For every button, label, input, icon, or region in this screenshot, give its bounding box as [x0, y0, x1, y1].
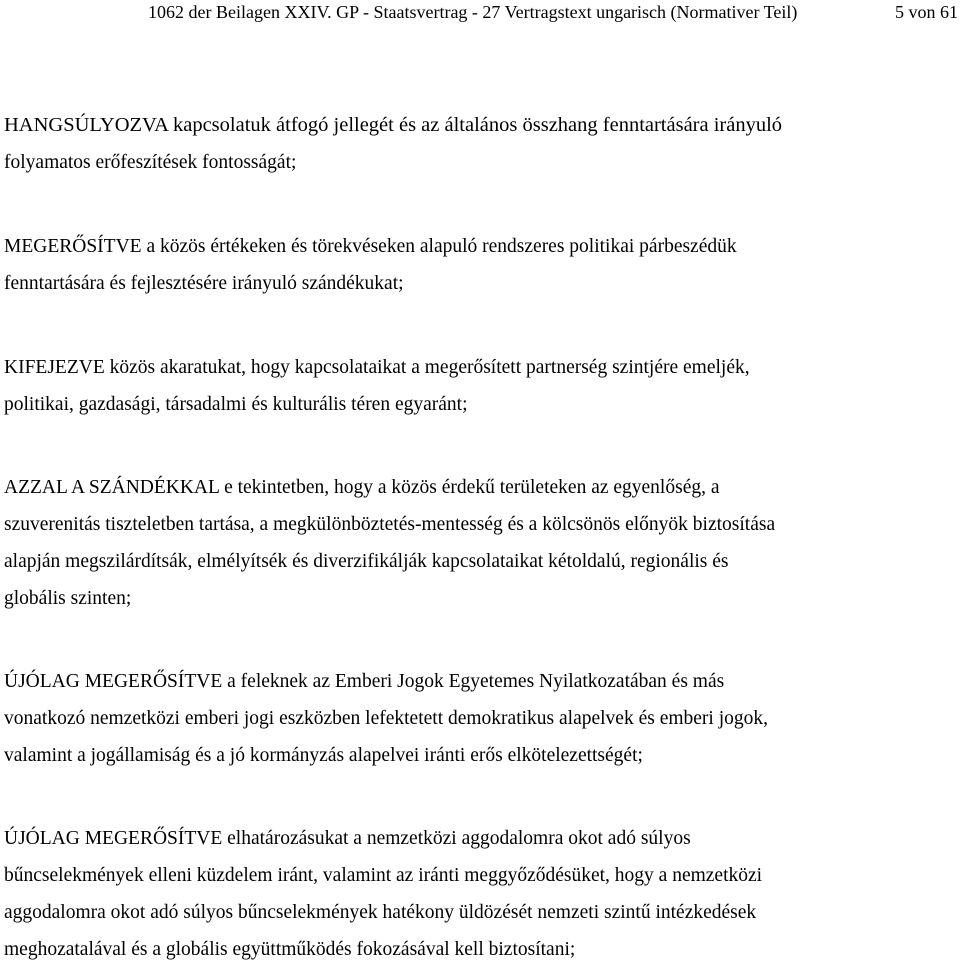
- paragraph-line: aggodalomra okot adó súlyos bűncselekmények hatékony üldözését nemzeti szintű intézkedések: [4, 902, 757, 923]
- paragraph-line: AZZAL A SZÁNDÉKKAL e tekintetben, hogy a közös érdekű területeken az egyenlőség, a: [4, 477, 720, 498]
- paragraph-hangsulyozva: [4, 107, 958, 181]
- document-body: [4, 107, 958, 968]
- paragraph-ujolag-megerositve-buncselekmenyek: [4, 820, 958, 968]
- paragraph-kifejezve: [4, 349, 958, 423]
- paragraph-line: ÚJÓLAG MEGERŐSÍTVE a feleknek az Emberi Jogok Egyetemes Nyilatkozatában és más: [4, 671, 725, 692]
- paragraph-line: politikai, gazdasági, társadalmi és kulturális téren egyaránt;: [4, 394, 468, 415]
- paragraph-line: alapján megszilárdítsák, elmélyítsék és diverzifikálják kapcsolataikat kétoldalú, regionális és: [4, 551, 729, 572]
- paragraph-line: vonatkozó nemzetközi emberi jogi eszközben lefektetett demokratikus alapelvek és emberi jogok,: [4, 708, 769, 729]
- paragraph-line: valamint a jogállamiság és a jó kormányzás alapelvei iránti erős elkötelezettségét;: [4, 745, 643, 766]
- paragraph-line: bűncselekmények elleni küzdelem iránt, valamint az iránti meggyőződésüket, hogy a nemzetközi: [4, 865, 763, 886]
- paragraph-azzal-a-szandekkal: [4, 469, 958, 617]
- page-header: [0, 0, 960, 40]
- paragraph-megerositve: [4, 228, 958, 302]
- paragraph-line: szuverenitás tiszteletben tartása, a megkülönböztetés-mentesség és a kölcsönös előnyök biztosítása: [4, 514, 776, 535]
- paragraph-line: MEGERŐSÍTVE a közös értékeken és törekvéseken alapuló rendszeres politikai párbeszédük: [4, 236, 737, 257]
- paragraph-line: globális szinten;: [4, 588, 132, 609]
- paragraph-line: fenntartására és fejlesztésére irányuló szándékukat;: [4, 273, 404, 294]
- paragraph-ujolag-megerositve-jogok: [4, 663, 958, 774]
- paragraph-line: ÚJÓLAG MEGERŐSÍTVE elhatározásukat a nemzetközi aggodalomra okot adó súlyos: [4, 828, 691, 849]
- paragraph-line: folyamatos erőfeszítések fontosságát;: [4, 152, 297, 173]
- paragraph-line: KIFEJEZVE közös akaratukat, hogy kapcsolataikat a megerősített partnerség szintjére emeljék,: [4, 357, 750, 378]
- header-page-number: 5 von 61: [895, 2, 958, 22]
- paragraph-line: meghozatalával és a globális együttműködés fokozásával kell biztosítani;: [4, 939, 576, 960]
- paragraph-line: HANGSÚLYOZVA kapcsolatuk átfogó jellegét és az általános összhang fenntartására irányuló: [4, 114, 783, 136]
- header-document-title: 1062 der Beilagen XXIV. GP - Staatsvertrag - 27 Vertragstext ungarisch (Normativer Teil): [148, 2, 798, 22]
